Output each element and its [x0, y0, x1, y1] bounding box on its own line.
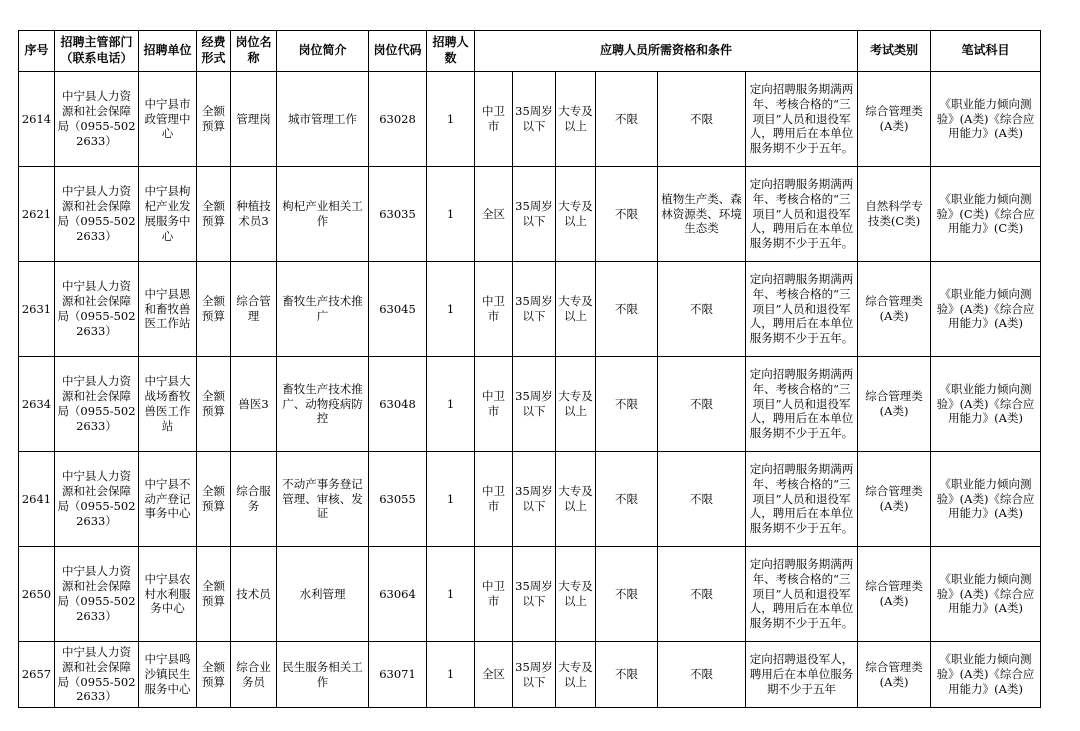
cell-edu: 大专及以上 [556, 547, 596, 642]
table-row [19, 262, 1041, 357]
cell-other: 定向招聘服务期满两年、考核合格的“三项目”人员和退役军人，聘用后在本单位服务期不少于五年。 [746, 452, 858, 547]
cell-unit: 中宁县恩和畜牧兽医工作站 [139, 262, 197, 357]
cell-subject: 《职业能力倾向测验》(A类)《综合应用能力》(A类) [931, 642, 1041, 708]
cell-subject: 《职业能力倾向测验》(A类)《综合应用能力》(A类) [931, 72, 1041, 167]
header-dept: 招聘主管部门（联系电话） [55, 31, 139, 72]
cell-dept: 中宁县人力资源和社会保障局（0955-5022633） [55, 167, 139, 262]
cell-desc: 不动产事务登记管理、审核、发证 [277, 452, 369, 547]
cell-code: 63071 [369, 642, 427, 708]
cell-dept: 中宁县人力资源和社会保障局（0955-5022633） [55, 452, 139, 547]
cell-major: 不限 [658, 547, 746, 642]
cell-other: 定向招聘服务期满两年、考核合格的“三项目”人员和退役军人，聘用后在本单位服务期不少于五年。 [746, 167, 858, 262]
cell-c1: 不限 [596, 357, 658, 452]
cell-fund: 全额预算 [197, 72, 231, 167]
cell-other: 定向招聘退役军人，聘用后在本单位服务期不少于五年 [746, 642, 858, 708]
cell-other: 定向招聘服务期满两年、考核合格的“三项目”人员和退役军人，聘用后在本单位服务期不少于五年。 [746, 357, 858, 452]
cell-fund: 全额预算 [197, 167, 231, 262]
cell-c1: 不限 [596, 167, 658, 262]
header-exam: 考试类别 [858, 31, 931, 72]
cell-post: 管理岗 [231, 72, 277, 167]
header-fund: 经费形式 [197, 31, 231, 72]
cell-no: 2650 [19, 547, 55, 642]
cell-dept: 中宁县人力资源和社会保障局（0955-5022633） [55, 642, 139, 708]
cell-code: 63064 [369, 547, 427, 642]
header-row [19, 31, 1041, 72]
header-code: 岗位代码 [369, 31, 427, 72]
cell-region: 全区 [475, 642, 513, 708]
cell-dept: 中宁县人力资源和社会保障局（0955-5022633） [55, 547, 139, 642]
cell-age: 35周岁以下 [513, 642, 556, 708]
cell-edu: 大专及以上 [556, 642, 596, 708]
cell-code: 63055 [369, 452, 427, 547]
cell-dept: 中宁县人力资源和社会保障局（0955-5022633） [55, 262, 139, 357]
table-row [19, 452, 1041, 547]
cell-edu: 大专及以上 [556, 452, 596, 547]
cell-num: 1 [427, 167, 475, 262]
cell-exam: 综合管理类(A类) [858, 262, 931, 357]
header-requirements: 应聘人员所需资格和条件 [475, 31, 858, 72]
cell-unit: 中宁县枸杞产业发展服务中心 [139, 167, 197, 262]
cell-num: 1 [427, 357, 475, 452]
cell-exam: 综合管理类(A类) [858, 642, 931, 708]
cell-edu: 大专及以上 [556, 72, 596, 167]
cell-dept: 中宁县人力资源和社会保障局（0955-5022633） [55, 357, 139, 452]
cell-num: 1 [427, 547, 475, 642]
cell-subject: 《职业能力倾向测验》(C类)《综合应用能力》(C类) [931, 167, 1041, 262]
cell-unit: 中宁县鸣沙镇民生服务中心 [139, 642, 197, 708]
cell-code: 63028 [369, 72, 427, 167]
cell-c1: 不限 [596, 547, 658, 642]
cell-region: 中卫市 [475, 72, 513, 167]
cell-desc: 畜牧生产技术推广 [277, 262, 369, 357]
cell-other: 定向招聘服务期满两年、考核合格的“三项目”人员和退役军人，聘用后在本单位服务期不少于五年。 [746, 547, 858, 642]
cell-subject: 《职业能力倾向测验》(A类)《综合应用能力》(A类) [931, 452, 1041, 547]
cell-post: 综合业务员 [231, 642, 277, 708]
cell-region: 中卫市 [475, 547, 513, 642]
cell-desc: 水利管理 [277, 547, 369, 642]
cell-edu: 大专及以上 [556, 357, 596, 452]
cell-code: 63035 [369, 167, 427, 262]
cell-unit: 中宁县市政管理中心 [139, 72, 197, 167]
cell-no: 2657 [19, 642, 55, 708]
cell-c1: 不限 [596, 72, 658, 167]
cell-num: 1 [427, 72, 475, 167]
recruitment-table [18, 30, 1041, 708]
cell-fund: 全额预算 [197, 642, 231, 708]
header-unit: 招聘单位 [139, 31, 197, 72]
header-post: 岗位名称 [231, 31, 277, 72]
cell-region: 中卫市 [475, 452, 513, 547]
cell-no: 2614 [19, 72, 55, 167]
cell-desc: 民生服务相关工作 [277, 642, 369, 708]
table-body [19, 72, 1041, 708]
cell-edu: 大专及以上 [556, 262, 596, 357]
cell-post: 综合管理 [231, 262, 277, 357]
cell-major: 不限 [658, 357, 746, 452]
cell-region: 全区 [475, 167, 513, 262]
header-no: 序号 [19, 31, 55, 72]
table-row [19, 167, 1041, 262]
cell-no: 2631 [19, 262, 55, 357]
cell-subject: 《职业能力倾向测验》(A类)《综合应用能力》(A类) [931, 262, 1041, 357]
cell-major: 不限 [658, 452, 746, 547]
cell-other: 定向招聘服务期满两年、考核合格的“三项目”人员和退役军人，聘用后在本单位服务期不少于五年。 [746, 72, 858, 167]
cell-dept: 中宁县人力资源和社会保障局（0955-5022633） [55, 72, 139, 167]
cell-age: 35周岁以下 [513, 452, 556, 547]
cell-post: 综合服务 [231, 452, 277, 547]
cell-num: 1 [427, 452, 475, 547]
header-desc: 岗位简介 [277, 31, 369, 72]
cell-no: 2634 [19, 357, 55, 452]
header-subject: 笔试科目 [931, 31, 1041, 72]
cell-code: 63045 [369, 262, 427, 357]
cell-c1: 不限 [596, 262, 658, 357]
cell-other: 定向招聘服务期满两年、考核合格的“三项目”人员和退役军人，聘用后在本单位服务期不少于五年。 [746, 262, 858, 357]
cell-major: 不限 [658, 72, 746, 167]
cell-exam: 综合管理类(A类) [858, 452, 931, 547]
cell-desc: 畜牧生产技术推广、动物疫病防控 [277, 357, 369, 452]
cell-post: 兽医3 [231, 357, 277, 452]
cell-exam: 综合管理类(A类) [858, 547, 931, 642]
cell-age: 35周岁以下 [513, 167, 556, 262]
cell-post: 技术员 [231, 547, 277, 642]
cell-age: 35周岁以下 [513, 357, 556, 452]
cell-no: 2621 [19, 167, 55, 262]
cell-subject: 《职业能力倾向测验》(A类)《综合应用能力》(A类) [931, 357, 1041, 452]
table-row [19, 547, 1041, 642]
cell-exam: 综合管理类(A类) [858, 357, 931, 452]
cell-fund: 全额预算 [197, 262, 231, 357]
cell-exam: 综合管理类(A类) [858, 72, 931, 167]
cell-region: 中卫市 [475, 262, 513, 357]
cell-region: 中卫市 [475, 357, 513, 452]
cell-c1: 不限 [596, 452, 658, 547]
table-row [19, 357, 1041, 452]
cell-edu: 大专及以上 [556, 167, 596, 262]
cell-subject: 《职业能力倾向测验》(A类)《综合应用能力》(A类) [931, 547, 1041, 642]
cell-unit: 中宁县大战场畜牧兽医工作站 [139, 357, 197, 452]
cell-code: 63048 [369, 357, 427, 452]
cell-major: 不限 [658, 642, 746, 708]
cell-desc: 城市管理工作 [277, 72, 369, 167]
cell-major: 植物生产类、森林资源类、环境生态类 [658, 167, 746, 262]
cell-post: 种植技术员3 [231, 167, 277, 262]
cell-age: 35周岁以下 [513, 72, 556, 167]
cell-age: 35周岁以下 [513, 262, 556, 357]
cell-desc: 枸杞产业相关工作 [277, 167, 369, 262]
cell-num: 1 [427, 262, 475, 357]
cell-exam: 自然科学专技类(C类) [858, 167, 931, 262]
cell-unit: 中宁县农村水利服务中心 [139, 547, 197, 642]
cell-c1: 不限 [596, 642, 658, 708]
cell-no: 2641 [19, 452, 55, 547]
table-row [19, 72, 1041, 167]
cell-age: 35周岁以下 [513, 547, 556, 642]
cell-fund: 全额预算 [197, 547, 231, 642]
cell-unit: 中宁县不动产登记事务中心 [139, 452, 197, 547]
header-num: 招聘人数 [427, 31, 475, 72]
cell-major: 不限 [658, 262, 746, 357]
cell-fund: 全额预算 [197, 452, 231, 547]
table-row [19, 642, 1041, 708]
cell-num: 1 [427, 642, 475, 708]
cell-fund: 全额预算 [197, 357, 231, 452]
